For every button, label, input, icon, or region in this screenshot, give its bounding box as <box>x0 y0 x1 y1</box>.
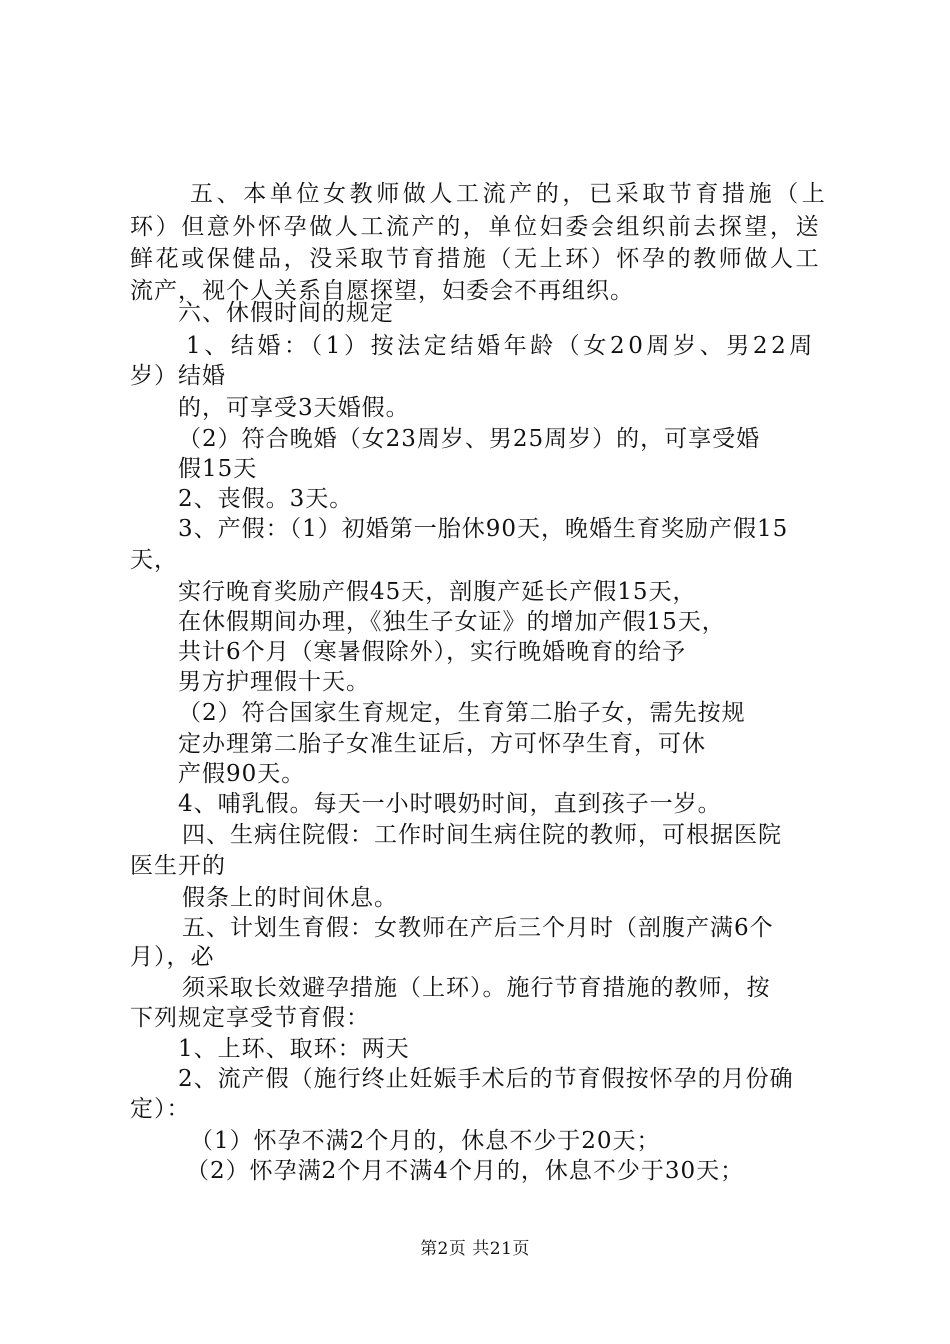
paragraph-line: 流产，视个人关系自愿探望，妇委会不再组织。 <box>130 278 634 304</box>
paragraph-line: 假条上的时间休息。 <box>182 885 398 911</box>
paragraph-line: 1、上环、取环：两天 <box>178 1036 410 1062</box>
paragraph-line: 1、结婚：（1）按法定结婚年龄（女20周岁、男22周 <box>186 333 816 359</box>
paragraph-line: 五、本单位女教师做人工流产的，已采取节育措施（上 <box>190 181 829 207</box>
paragraph-line: 鲜花或保健品，没采取节育措施（无上环）怀孕的教师做人工 <box>130 246 822 272</box>
paragraph-line: 假15天 <box>178 456 258 482</box>
paragraph-line: 定办理第二胎子女准生证后，方可怀孕生育，可休 <box>178 731 706 757</box>
section-heading: 六、休假时间的规定 <box>178 300 394 326</box>
paragraph-line: 下列规定享受节育假： <box>130 1005 370 1031</box>
paragraph-line: 2、流产假（施行终止妊娠手术后的节育假按怀孕的月份确 <box>178 1066 794 1092</box>
paragraph-line: 月），必 <box>130 944 215 970</box>
paragraph-line: （2）符合晚婚（女23周岁、男25周岁）的，可享受婚 <box>178 426 761 452</box>
paragraph-line: （2）怀孕满2个月不满4个月的，休息不少于30天； <box>186 1158 745 1184</box>
paragraph-line: 在休假期间办理，《独生子女证》的增加产假15天， <box>178 609 726 635</box>
paragraph-line: 四、生病住院假：工作时间生病住院的教师，可根据医院 <box>182 822 782 848</box>
paragraph-line: 产假90天。 <box>178 761 306 787</box>
paragraph-line: 岁）结婚 <box>130 363 226 389</box>
paragraph-line: （1）怀孕不满2个月的，休息不少于20天； <box>190 1128 661 1154</box>
paragraph-line: 环）但意外怀孕做人工流产的，单位妇委会组织前去探望，送 <box>130 214 822 240</box>
paragraph-line: 4、哺乳假。每天一小时喂奶时间，直到孩子一岁。 <box>178 791 722 817</box>
paragraph-line: 须采取长效避孕措施（上环）。施行节育措施的教师，按 <box>182 975 771 1001</box>
paragraph-line: 天， <box>130 547 178 573</box>
paragraph-line: 3、产假：（1）初婚第一胎休90天，晚婚生育奖励产假15 <box>178 516 789 542</box>
paragraph-line: 实行晚育奖励产假45天，剖腹产延长产假15天， <box>178 579 697 605</box>
paragraph-line: （2）符合国家生育规定，生育第二胎子女，需先按规 <box>178 700 746 726</box>
paragraph-line: 定）： <box>130 1096 191 1122</box>
paragraph-line: 医生开的 <box>130 853 226 879</box>
paragraph-line: 共计6个月（寒暑假除外），实行晚婚晚育的给予 <box>178 639 687 665</box>
paragraph-line: 的，可享受3天婚假。 <box>178 395 410 421</box>
page-number: 第2页 共21页 <box>420 1239 530 1259</box>
paragraph-line: 男方护理假十天。 <box>178 669 370 695</box>
paragraph-line: 2、丧假。3天。 <box>178 486 354 512</box>
paragraph-line: 五、计划生育假：女教师在产后三个月时（剖腹产满6个 <box>182 915 774 941</box>
